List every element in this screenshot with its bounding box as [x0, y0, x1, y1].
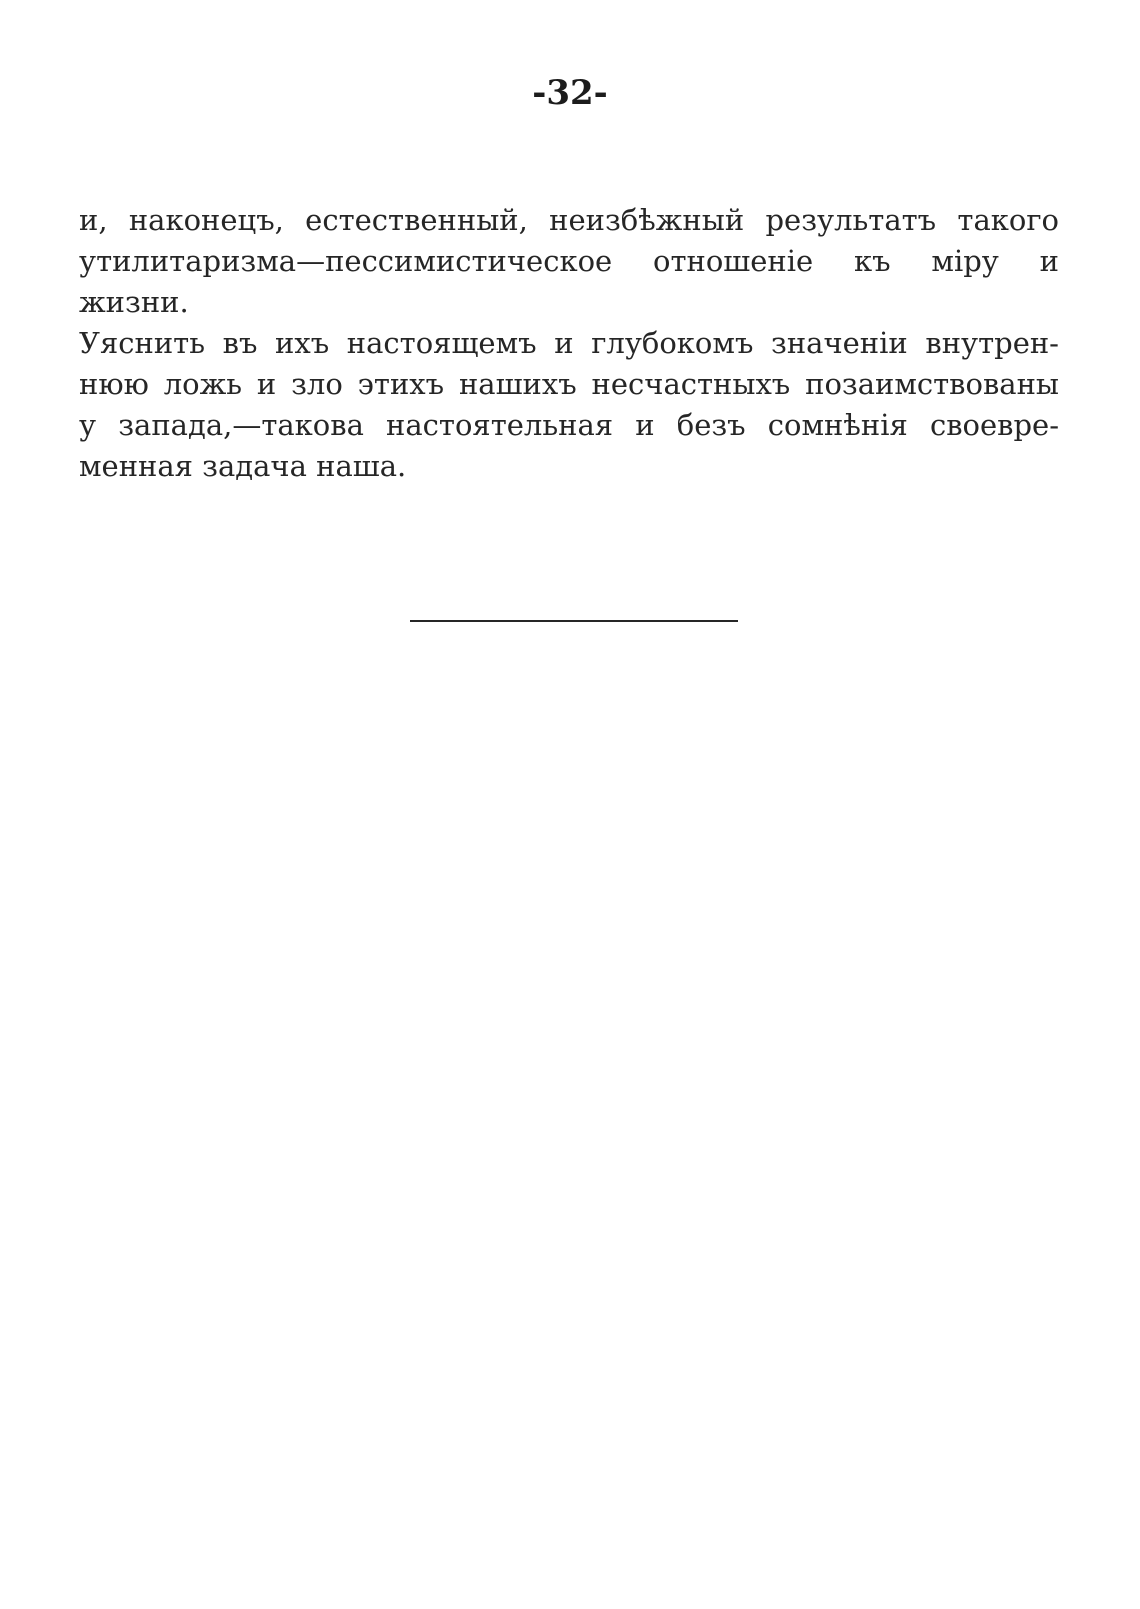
text-line: жизни. — [79, 285, 189, 319]
text-line: и, наконецъ, естественный, неизбѣжный результатъ такого — [79, 203, 1059, 237]
text-line: у запада,—такова настоятельная и безъ сомнѣнія своевре- — [79, 408, 1059, 442]
section-divider — [410, 620, 738, 622]
page-number: -32- — [532, 73, 608, 113]
body-text — [79, 200, 1059, 487]
text-line: нюю ложь и зло этихъ нашихъ несчастныхъ позаимствованы — [79, 367, 1059, 401]
text-line: утилитаризма—пессимистическое отношеніе къ міру и — [79, 244, 1059, 278]
text-line: Уяснить въ ихъ настоящемъ и глубокомъ значеніи внутрен- — [79, 326, 1059, 360]
text-line: менная задача наша. — [79, 449, 407, 483]
